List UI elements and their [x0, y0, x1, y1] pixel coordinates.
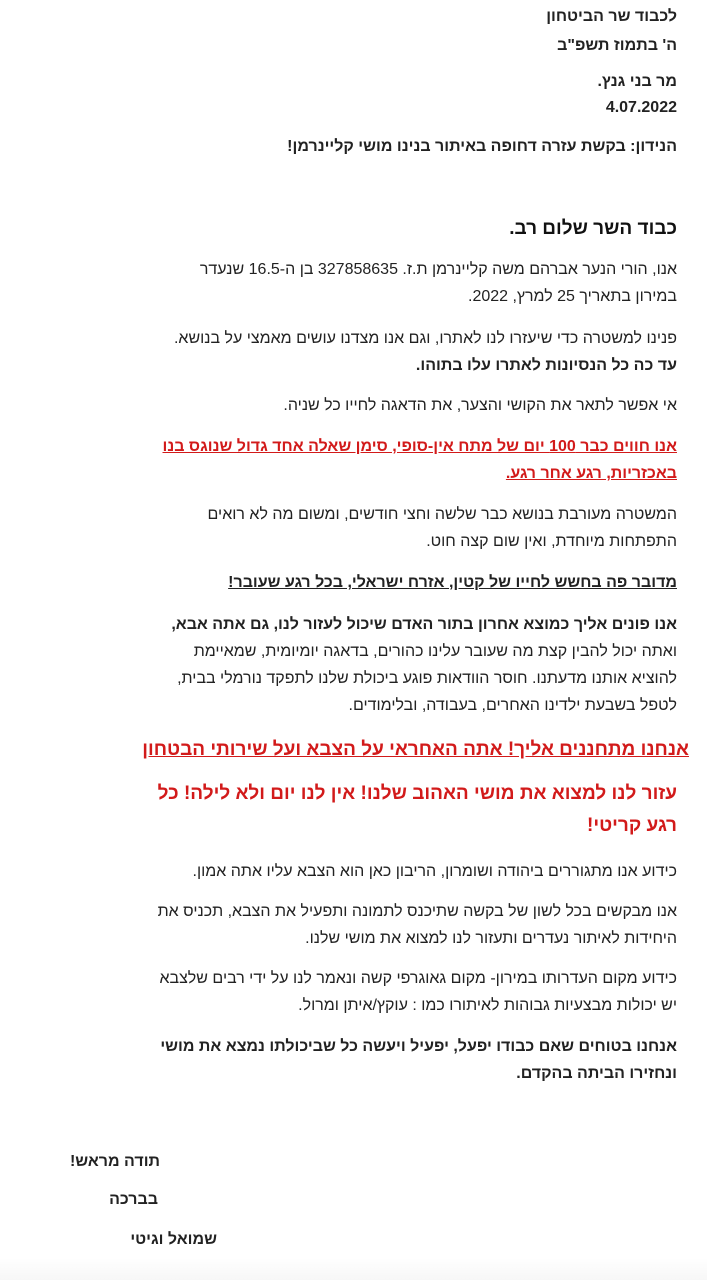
- paragraph-line: אנו פונים אליך כמוצא אחרון בתור האדם שיכול לעזור לנו, גם אתה אבא,: [171, 616, 677, 633]
- paragraph-line: אי אפשר לתאר את הקושי והצער, את הדאגה לחייו כל שניה.: [283, 397, 677, 414]
- signature-names: שמואל וגיטי: [130, 1231, 217, 1248]
- sender-line: מר בני גנץ.: [597, 73, 677, 90]
- paragraph-line: אנו מבקשים בכל לשון של בקשה שתיכנס לתמונה ותפעיל את הצבא, תכניס את: [157, 903, 677, 920]
- paragraph-line: כידוע אנו מתגוררים ביהודה ושומרון, הריבון כאן הוא הצבא עליו אתה אמון.: [192, 863, 677, 880]
- closing-thanks: תודה מראש!: [69, 1153, 160, 1170]
- paragraph-line: ונחזירו הביתה בהקדם.: [516, 1065, 677, 1082]
- letter-subject: הנידון: בקשת עזרה דחופה באיתור בנינו מושי קליינרמן!: [287, 138, 677, 155]
- page-bottom-edge: [0, 1258, 707, 1280]
- paragraph-line: המשטרה מעורבת בנושא כבר שלשה וחצי חודשים, ומשום מה לא רואים: [207, 506, 677, 523]
- letter-date: 4.07.2022: [605, 99, 677, 116]
- paragraph-line: אנו, הורי הנער אברהם משה קליינרמן ת.ז. 327858635 בן ה-16.5 שנעדר: [199, 261, 677, 278]
- closing-regards: בברכה: [109, 1191, 158, 1208]
- paragraph-line: ואתה יכול להבין קצת מה שעובר עלינו כהורים, בדאגה יומיומית, שמאיימת: [193, 643, 677, 660]
- greeting: כבוד השר שלום רב.: [509, 218, 677, 239]
- paragraph-line: לטפל בשבעת ילדינו האחרים, בעבודה, ובלימודים.: [348, 697, 677, 714]
- paragraph-line: פנינו למשטרה כדי שיעזרו לנו לאתרו, וגם אנו מצדנו עושים מאמצי על בנושא.: [173, 330, 677, 347]
- paragraph-line: היחידות לאיתור נעדרים ותעזור לנו למצוא את מושי שלנו.: [305, 930, 677, 947]
- plea-line: אנחנו מתחננים אליך! אתה האחראי על הצבא ועל שירותי הבטחון: [142, 739, 689, 760]
- paragraph-line: התפתחות מיוחדת, ואין שום קצה חוט.: [426, 533, 677, 550]
- paragraph-line: עד כה כל הנסיונות לאתרו עלו בתוהו.: [415, 357, 677, 374]
- paragraph-line: להוציא אותנו מדעתנו. חוסר הוודאות פוגע ביכולת שלנו לתפקד נורמלי בבית,: [177, 670, 677, 687]
- paragraph-line: במירון בתאריך 25 למרץ, 2022.: [467, 288, 677, 305]
- recipient-line: לכבוד שר הביטחון: [546, 8, 677, 25]
- plea-line: עזור לנו למצוא את מושי האהוב שלנו! אין לנו יום ולא לילה! כל: [157, 783, 677, 804]
- paragraph-line: כידוע מקום העדרותו במירון- מקום גאוגרפי קשה ונאמר לנו על ידי רבים שלצבא: [159, 970, 677, 987]
- emphasis-line: באכזריות, רגע אחר רגע.: [505, 465, 677, 482]
- hebrew-date: ה' בתמוז תשפ"ב: [557, 37, 677, 54]
- emphasis-line: אנו חווים כבר 100 יום של מתח אין-סופי, סימן שאלה אחד גדול שנוגס בנו: [162, 438, 677, 455]
- paragraph-line: אנחנו בטוחים שאם כבודו יפעל, יפעיל ויעשה כל שביכולתו נמצא את מושי: [160, 1038, 677, 1055]
- paragraph-line: יש יכולות מבצעיות גבוהות לאיתורו כמו : עוקץ/איתן ומרול.: [298, 997, 677, 1014]
- plea-line: רגע קריטי!: [587, 815, 677, 836]
- emphasis-line: מדובר פה בחשש לחייו של קטין, אזרח ישראלי, בכל רגע שעובר!: [228, 574, 677, 591]
